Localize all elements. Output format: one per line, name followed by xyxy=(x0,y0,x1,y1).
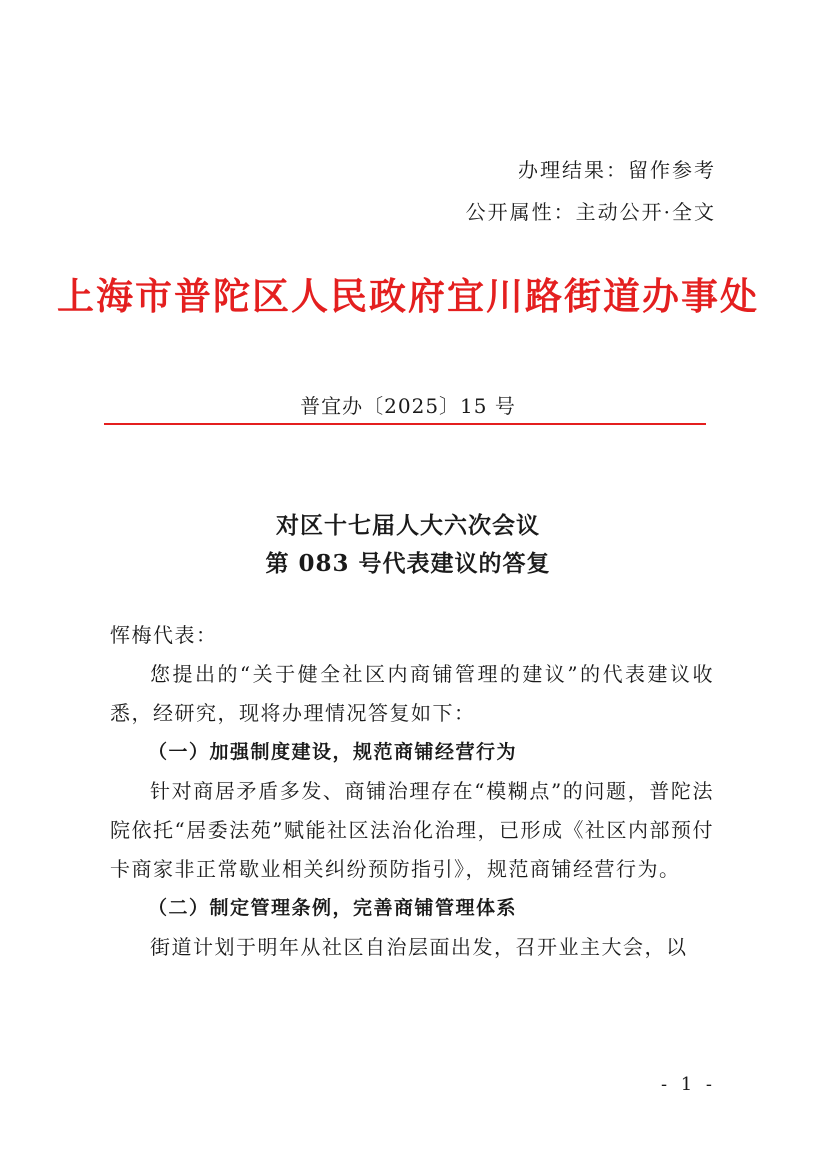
salutation: 恽梅代表： xyxy=(110,623,218,647)
section-heading: （一）加强制度建设，规范商铺经营行为 xyxy=(148,741,518,763)
disclosure-attribute: 公开属性：主动公开·全文 xyxy=(465,200,716,224)
document-title-line-2: 第 083 号代表建议的答复 xyxy=(265,550,551,577)
document-title-line-1: 对区十七届人大六次会议 xyxy=(276,512,540,539)
body-paragraph: 街道计划于明年从社区自治层面出发，召开业主大会，以 xyxy=(150,935,688,959)
section-heading: （二）制定管理条例，完善商铺管理体系 xyxy=(148,897,518,919)
handling-result: 办理结果：留作参考 xyxy=(518,158,716,182)
body-paragraph: 针对商居矛盾多发、商铺治理存在“模糊点”的问题，普陀法院依托“居委法苑”赋能社区法治化治理，已形成《社区内部预付卡商家非正常歇业相关纠纷预防指引》，规范商铺经营行为。 xyxy=(110,779,714,881)
page-number: - 1 - xyxy=(660,1074,716,1095)
red-divider-line xyxy=(104,423,706,425)
body-paragraph: 您提出的“关于健全社区内商铺管理的建议”的代表建议收悉，经研究，现将办理情况答复如下： xyxy=(110,662,714,725)
document-body xyxy=(110,616,714,967)
document-number: 普宜办〔2025〕15 号 xyxy=(300,394,516,418)
agency-red-header: 上海市普陀区人民政府宜川路街道办事处 xyxy=(57,275,759,318)
